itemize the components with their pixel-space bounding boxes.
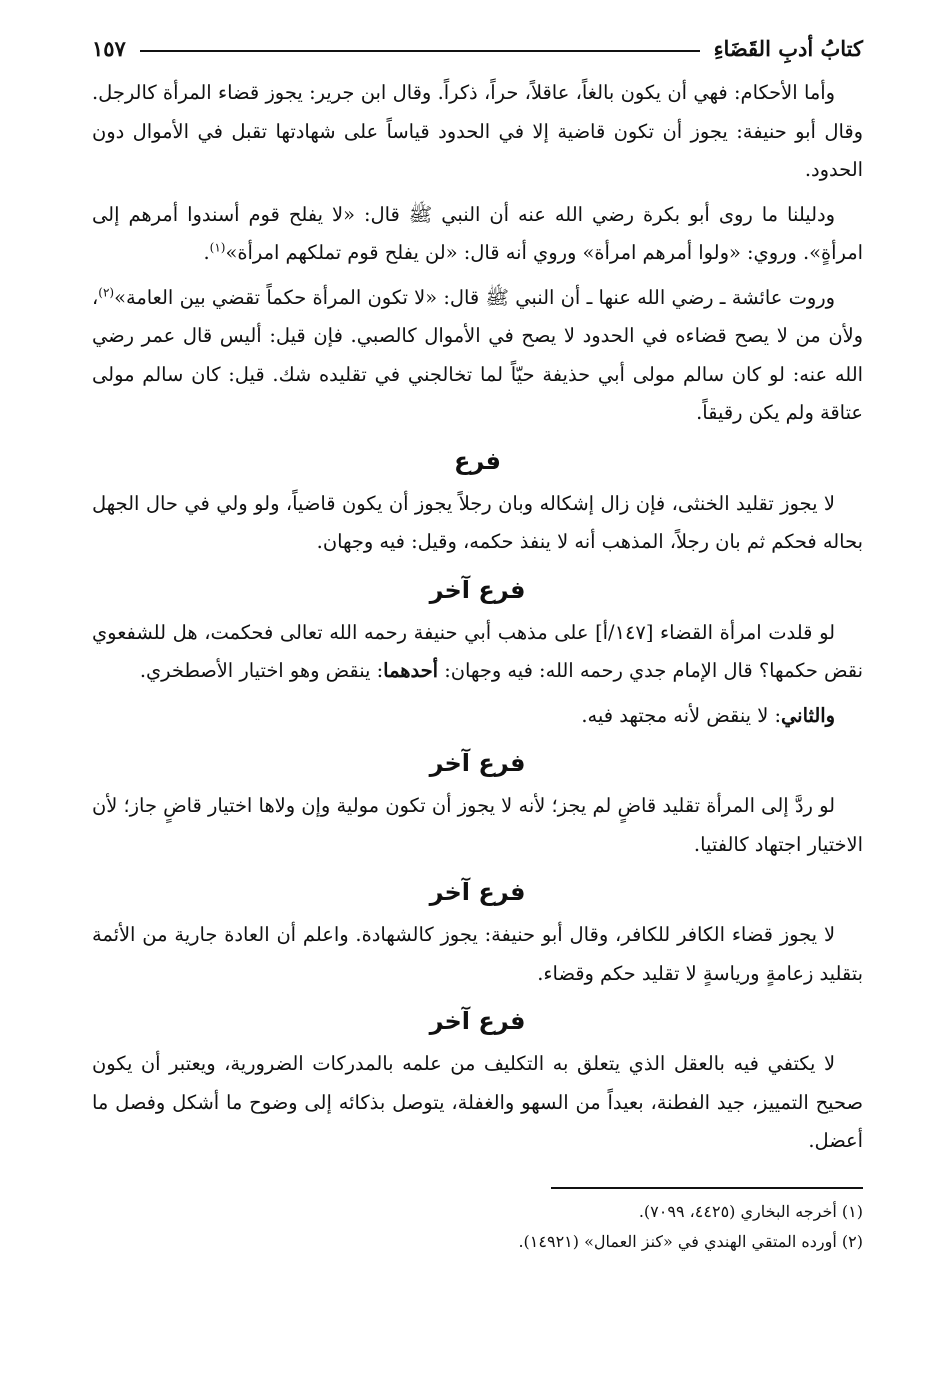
paragraph xyxy=(92,787,863,864)
page-number: ١٥٧ xyxy=(92,35,126,61)
book-title: كتابُ أدبِ القَضَاءِ xyxy=(713,35,863,61)
paragraph-text: لا ينقض لأنه مجتهد فيه. xyxy=(581,703,769,727)
paragraph-text: لو ردَّ إلى المرأة تقليد قاضٍ لم يجز؛ لأنه لا يجوز أن تكون مولية وإن ولاها اختيار قاضٍ جاز؛ لأن الاختيار اجتهاد كالفتيا. xyxy=(92,794,863,856)
paragraph-text: لا يجوز تقليد الخنثى، فإن زال إشكاله وبان رجلاً يجوز أن يكون قاضياً، ولو ولي في حال الجهل بحاله فحكم ثم بان رجلاً، المذهب أنه لا ينفذ حكمه، وقيل: فيه وجهان. xyxy=(92,491,863,553)
footnotes xyxy=(92,1197,863,1257)
paragraph-text: لا يجوز قضاء الكافر للكافر، وقال أبو حنيفة: يجوز كالشهادة. واعلم أن العادة جارية من الأئمة بتقليد زعامةٍ ورياسةٍ لا تقليد حكم وقضاء. xyxy=(92,923,863,985)
footnote-marker[interactable]: (٢) xyxy=(98,285,115,300)
section-heading: فرع آخر xyxy=(429,878,526,906)
paragraph: ودليلنا ما روى أبو بكرة رضي الله عنه أن النبي ﷺ قال: «لا يفلح قوم أسندوا أمرهم إلى امرأةٍ». وروي: «ولوا أمرهم امرأة» وروي أنه قال: «لن يفلح قوم تملكهم امرأة»$^{(١)}$. xyxy=(92,202,863,264)
footnote-marker[interactable]: (١) xyxy=(209,240,226,255)
paragraph: والثاني: لا ينقض لأنه مجتهد فيه. xyxy=(581,703,835,727)
paragraph-text: وروت عائشة ـ رضي الله عنها ـ أن النبي ﷺ قال: «لا تكون المرأة حكماً تقضي بين العامة» xyxy=(114,285,835,309)
section-heading: فرع xyxy=(453,446,502,475)
paragraph-text: لا يكتفي فيه بالعقل الذي يتعلق به التكليف من علمه بالمدركات الضرورية، ويعتبر أن يكون صحيح التمييز، جيد الفطنة، بعيداً من السهو والغفلة، يتوصل بذكائه إلى وضوح ما أشكل وفصل ما أعضل. xyxy=(92,1052,863,1152)
paragraph xyxy=(92,74,863,190)
section-heading: فرع آخر xyxy=(429,749,526,777)
section-heading: فرع آخر xyxy=(429,575,526,604)
paragraph: لو قلدت امرأة القضاء [١٤٧/أ] على مذهب أبي حنيفة رحمه الله تعالى فحكمت، هل للشفعوي نقض حكمها؟ قال الإمام جدي رحمه الله: فيه وجهان: أحدهما: ينقض وهو اختيار الأصطخري. xyxy=(92,620,863,682)
paragraph-text: ودليلنا ما روى أبو بكرة رضي الله عنه أن النبي ﷺ قال: «لا يفلح قوم أسندوا أمرهم إلى امرأةٍ». وروي: «ولوا أمرهم امرأة» وروي أنه قال: «لن يفلح قوم تملكهم امرأة» xyxy=(92,202,863,264)
paragraph-text: ، ولأن من لا يصح قضاءه في الحدود لا يصح في الأموال كالصبي. فإن xyxy=(92,285,863,347)
paragraph xyxy=(92,916,863,993)
running-header xyxy=(92,28,863,68)
paragraph-text: قيل: أليس قال عمر رضي الله عنه: لو كان سالم مولى أبي حذيفة حيّاً لما تخالجني في تقليده شك. قيل: كان سالم مولى عتاقة ولم يكن رقيقاً. xyxy=(92,324,863,424)
paragraph xyxy=(92,1045,863,1161)
section-heading: فرع آخر xyxy=(429,1007,526,1035)
paragraph-text: وأما الأحكام: فهي أن يكون بالغاً، عاقلاً، حراً، ذكراً. وقال ابن جرير: يجوز قضاء المرأة كالرجل. وقال أبو حنيفة: يجوز أن تكون قاضية إلا في الحدود قياساً على شهادتها تقبل في الأموال دون الحدود. xyxy=(92,81,863,181)
paragraph xyxy=(92,485,863,562)
first-opinion-label: أحدهما xyxy=(383,659,439,682)
footnote: (١) أخرجه البخاري (٤٤٢٥، ٧٠٩٩). xyxy=(638,1201,863,1221)
header-rule xyxy=(140,50,700,52)
paragraph-text: ينقض وهو اختيار الأصطخري. xyxy=(139,659,371,682)
footnote-rule xyxy=(551,1187,863,1189)
paragraph xyxy=(92,279,863,433)
second-opinion-label: والثاني xyxy=(781,703,835,727)
paragraph-text: لو قلدت امرأة القضاء [١٤٧/أ] على مذهب أبي حنيفة رحمه الله تعالى فحكمت، هل للشفعوي نقض حكمها؟ قال الإمام جدي رحمه الله: فيه وجهان: xyxy=(92,620,863,682)
footnote: (٢) أورده المتقي الهندي في «كنز العمال» (١٤٩٢١). xyxy=(518,1231,863,1251)
